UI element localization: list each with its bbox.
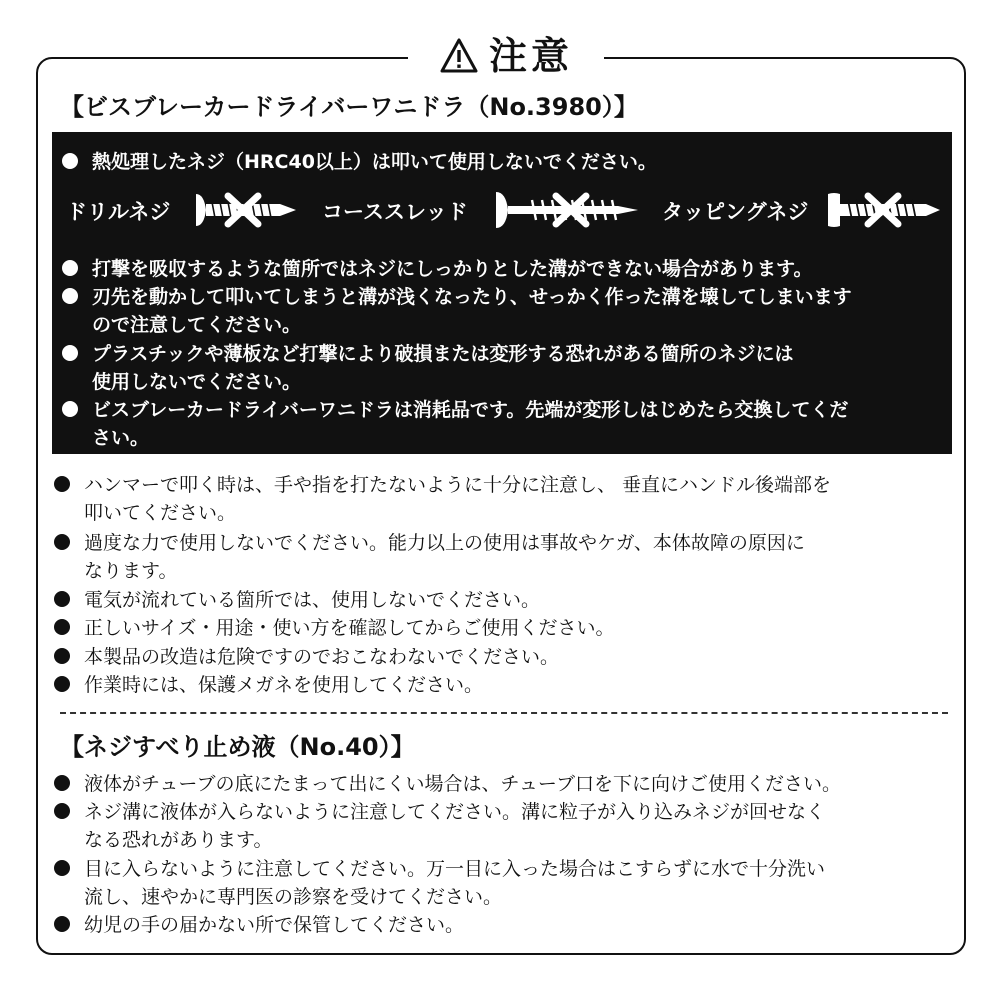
tapping-screw-icon — [824, 188, 942, 236]
bullet-icon — [54, 803, 70, 819]
list-item: ネジ溝に液体が入らないように注意してください。溝に粒子が入り込みネジが回せなく なる恐れがあります。 — [54, 798, 1000, 854]
list-item: 目に入らないように注意してください。万一目に入った場合はこすらずに水で十分洗い 流し、速やかに専門医の診察を受けてください。 — [54, 855, 1000, 911]
caution-dark-box — [52, 132, 952, 454]
list-item: 液体がチューブの底にたまって出にくい場合は、チューブ口を下に向けご使用ください。 — [54, 770, 1000, 798]
bullet-icon — [54, 476, 70, 492]
list-item: 熱処理したネジ（HRC40以上）は叩いて使用しないでください。 — [62, 148, 952, 176]
bullet-icon — [54, 860, 70, 876]
screw-label-drill: ドリルネジ — [66, 200, 171, 224]
list-item: 過度な力で使用しないでください。能力以上の使用は事故やケガ、本体故障の原因に なります。 — [54, 529, 1000, 585]
section1-heading: 【ビスブレーカードライバーワニドラ（No.3980）】 — [60, 93, 638, 121]
list-item: 本製品の改造は危険ですのでおこなわないでください。 — [54, 643, 1000, 671]
warning-triangle-icon — [439, 37, 479, 75]
bullet-icon — [62, 345, 78, 361]
list-item: 打撃を吸収するような箇所ではネジにしっかりとした溝ができない場合があります。 — [62, 255, 952, 283]
page-title: 注意 — [488, 34, 573, 78]
bullet-icon — [54, 676, 70, 692]
bullet-icon — [62, 260, 78, 276]
list-item: 幼児の手の届かない所で保管してください。 — [54, 911, 1000, 939]
screw-examples — [64, 188, 944, 232]
section-divider — [60, 712, 948, 714]
notice-title — [408, 28, 604, 84]
bullet-icon — [62, 288, 78, 304]
bullet-icon — [62, 153, 78, 169]
list-item: ハンマーで叩く時は、手や指を打たないように十分に注意し、 垂直にハンドル後端部を 叩いてください。 — [54, 471, 1000, 527]
bullet-icon — [54, 648, 70, 664]
list-item: ビスブレーカードライバーワニドラは消耗品です。先端が変形しはじめたら交換してくだ さい。 — [62, 396, 952, 452]
list-item: 作業時には、保護メガネを使用してください。 — [54, 671, 1000, 699]
bullet-icon — [54, 619, 70, 635]
bullet-icon — [54, 591, 70, 607]
coarse-thread-screw-icon — [492, 188, 642, 236]
list-item: プラスチックや薄板など打撃により破損または変形する恐れがある箇所のネジには 使用しないでください。 — [62, 340, 952, 396]
section2-heading: 【ネジすべり止め液（No.40）】 — [60, 733, 415, 761]
bullet-icon — [54, 916, 70, 932]
list-item: 刃先を動かして叩いてしまうと溝が浅くなったり、せっかく作った溝を壊してしまいます ので注意してください。 — [62, 283, 952, 339]
bullet-icon — [62, 401, 78, 417]
bullet-icon — [54, 534, 70, 550]
screw-label-coarse: コーススレッド — [322, 200, 468, 224]
bullet-icon — [54, 775, 70, 791]
screw-label-tapping: タッピングネジ — [662, 200, 809, 224]
list-item: 正しいサイズ・用途・使い方を確認してからご使用ください。 — [54, 614, 1000, 642]
drill-screw-icon — [192, 188, 302, 236]
list-item: 電気が流れている箇所では、使用しないでください。 — [54, 586, 1000, 614]
